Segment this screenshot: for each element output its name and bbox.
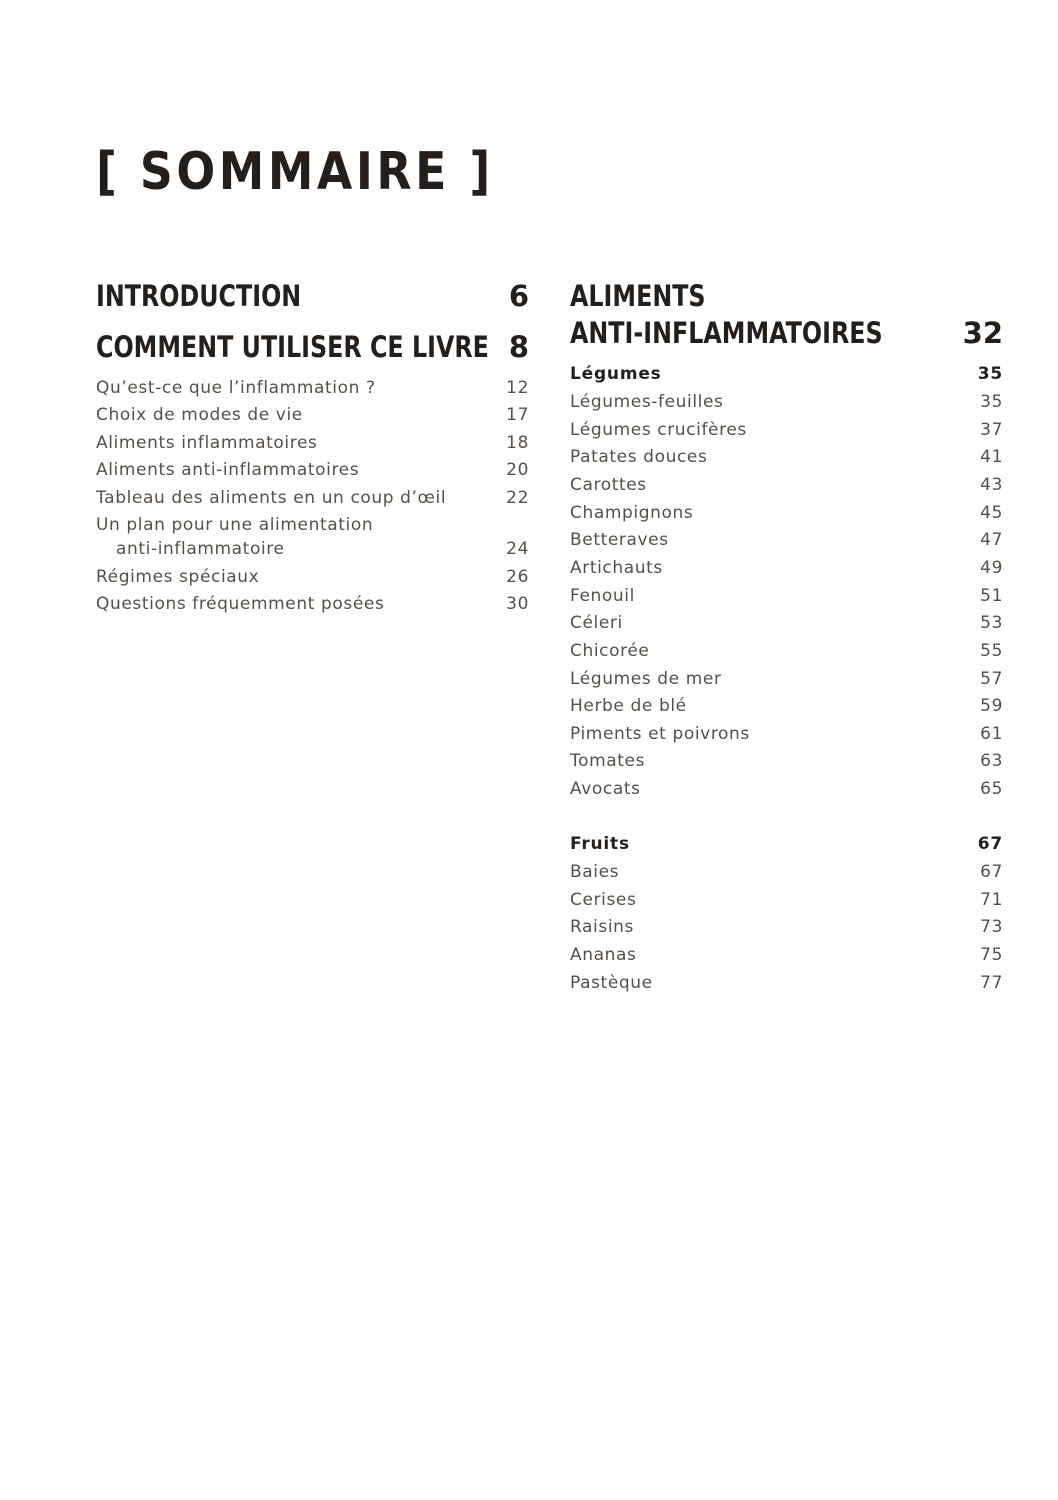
entry-label: Légumes crucifères (570, 420, 747, 440)
entry-page: 30 (506, 594, 529, 614)
entry-label: Légumes-feuilles (570, 392, 724, 412)
toc-entry[interactable] (570, 529, 1003, 552)
entry-label: Baies (570, 862, 620, 882)
entry-label: Régimes spéciaux (96, 567, 260, 587)
entry-page: 12 (506, 378, 529, 398)
entry-label: Carottes (570, 475, 647, 495)
chapter-page: 8 (508, 330, 529, 364)
toc-entry[interactable] (570, 419, 1003, 442)
entry-page: 26 (506, 567, 529, 587)
toc-entry[interactable] (570, 474, 1003, 497)
toc-entry-line2[interactable] (96, 538, 529, 561)
entry-label: Céleri (570, 613, 623, 633)
toc-entry[interactable] (570, 861, 1003, 884)
entry-page: 20 (506, 460, 529, 480)
toc-chapter-aliments-line2[interactable] (570, 315, 1003, 351)
entry-page: 24 (506, 539, 529, 559)
entry-label: Chicorée (570, 641, 650, 661)
entry-page: 18 (506, 433, 529, 453)
entry-label: Artichauts (570, 558, 663, 578)
entry-page: 75 (980, 945, 1003, 965)
toc-entry[interactable] (570, 944, 1003, 967)
toc-entry[interactable] (570, 557, 1003, 580)
chapter-label: COMMENT UTILISER CE LIVRE (96, 330, 489, 364)
entry-page: 22 (506, 488, 529, 508)
entry-label: Tableau des aliments en un coup d’œil (96, 488, 447, 508)
entry-page: 77 (980, 973, 1003, 993)
entry-label: Avocats (570, 779, 641, 799)
chapter-page: 6 (508, 279, 529, 313)
toc-entry[interactable] (570, 972, 1003, 995)
chapter-page: 32 (962, 316, 1003, 350)
toc-entry[interactable] (96, 432, 529, 455)
entry-page: 43 (980, 475, 1003, 495)
toc-entry[interactable] (570, 391, 1003, 414)
toc-section-legumes[interactable] (570, 363, 1003, 386)
toc-entry[interactable] (570, 640, 1003, 663)
entry-label: Légumes de mer (570, 669, 722, 689)
chapter-label: ALIMENTS (570, 279, 706, 313)
entry-label-continued: anti-inflammatoire (116, 539, 285, 559)
entry-label: Piments et poivrons (570, 724, 750, 744)
entry-page: 65 (980, 779, 1003, 799)
section-page: 35 (977, 364, 1003, 384)
entry-page: 49 (980, 558, 1003, 578)
entry-page: 45 (980, 503, 1003, 523)
entry-page: 47 (980, 530, 1003, 550)
toc-entry[interactable] (96, 459, 529, 482)
entry-page: 61 (980, 724, 1003, 744)
toc-chapter-comment-utiliser[interactable] (96, 329, 529, 365)
toc-entry[interactable] (570, 446, 1003, 469)
toc-entry[interactable] (96, 404, 529, 427)
toc-entry[interactable] (570, 585, 1003, 608)
entry-label: Herbe de blé (570, 696, 687, 716)
entry-page: 55 (980, 641, 1003, 661)
entry-page: 67 (980, 862, 1003, 882)
entry-label: Raisins (570, 917, 634, 937)
entry-page: 17 (506, 405, 529, 425)
entry-label: Aliments inflammatoires (96, 433, 318, 453)
entry-page: 41 (980, 447, 1003, 467)
entry-label: Questions fréquemment posées (96, 594, 385, 614)
entry-label: Choix de modes de vie (96, 405, 303, 425)
toc-section-fruits[interactable] (570, 833, 1003, 856)
toc-entry[interactable] (570, 778, 1003, 801)
toc-entry[interactable] (570, 502, 1003, 525)
entry-label: Un plan pour une alimentation (96, 515, 374, 535)
entry-page: 53 (980, 613, 1003, 633)
toc-entry[interactable] (570, 889, 1003, 912)
toc-chapter-introduction[interactable] (96, 278, 529, 314)
section-page: 67 (977, 834, 1003, 854)
entry-page: 59 (980, 696, 1003, 716)
toc-entry[interactable] (96, 566, 529, 589)
entry-label: Qu’est-ce que l’inflammation ? (96, 378, 376, 398)
entry-label: Fenouil (570, 586, 635, 606)
toc-entry[interactable] (570, 668, 1003, 691)
section-heading: Légumes (570, 364, 662, 384)
entry-page: 51 (980, 586, 1003, 606)
entry-label: Patates douces (570, 447, 708, 467)
entry-page: 37 (980, 420, 1003, 440)
entry-label: Pastèque (570, 973, 653, 993)
entry-page: 35 (980, 392, 1003, 412)
toc-entry[interactable] (96, 377, 529, 400)
entry-label: Tomates (570, 751, 646, 771)
toc-entry[interactable] (570, 916, 1003, 939)
toc-entry-line1[interactable] (96, 514, 529, 537)
entry-page: 71 (980, 890, 1003, 910)
toc-entry[interactable] (96, 593, 529, 616)
entry-label: Aliments anti-inflammatoires (96, 460, 360, 480)
chapter-label: INTRODUCTION (96, 279, 302, 313)
entry-label: Ananas (570, 945, 637, 965)
entry-label: Champignons (570, 503, 694, 523)
toc-entry[interactable] (570, 723, 1003, 746)
entry-page: 57 (980, 669, 1003, 689)
toc-entry[interactable] (570, 750, 1003, 773)
toc-entry[interactable] (96, 487, 529, 510)
toc-entry[interactable] (570, 695, 1003, 718)
section-heading: Fruits (570, 834, 630, 854)
entry-label: Cerises (570, 890, 637, 910)
toc-chapter-aliments-line1[interactable] (570, 278, 1003, 314)
entry-label: Betteraves (570, 530, 669, 550)
toc-entry[interactable] (570, 612, 1003, 635)
page-title: [ SOMMAIRE ] (96, 142, 494, 202)
chapter-label-continued: ANTI-INFLAMMATOIRES (570, 316, 883, 350)
entry-page: 73 (980, 917, 1003, 937)
entry-page: 63 (980, 751, 1003, 771)
